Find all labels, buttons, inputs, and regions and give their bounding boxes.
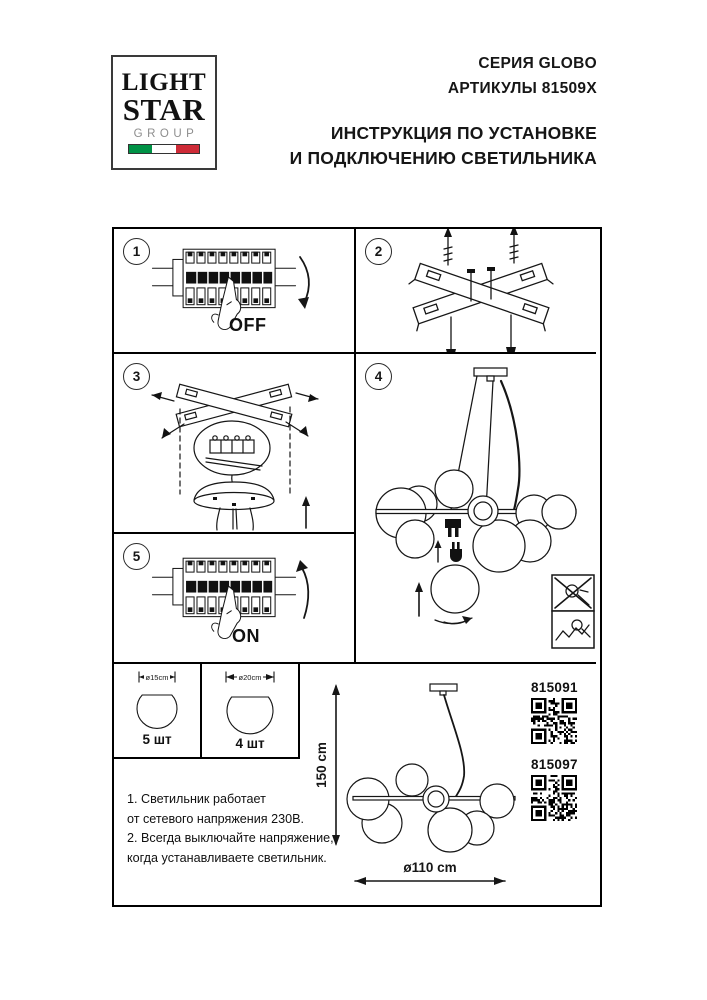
height-dim-label: 150 cm <box>314 742 329 788</box>
arrow-up-curved-icon <box>296 560 308 618</box>
spec-panel <box>114 664 596 901</box>
rotate-globe-icon <box>435 616 472 624</box>
arrow-up-icon2 <box>415 582 423 616</box>
note-line4: когда устанавливаете светильник. <box>127 850 327 865</box>
off-label: OFF <box>229 315 267 335</box>
italian-flag-strip <box>128 144 200 154</box>
globe-large-illustration <box>206 669 294 735</box>
globe-small-qty: 5 шт <box>142 732 172 747</box>
ceiling-canopy-icon <box>194 482 274 530</box>
diameter-dim-label: ø110 cm <box>403 860 457 875</box>
articles-line: АРТИКУЛЫ 81509X <box>447 80 597 97</box>
flag-white <box>152 145 175 153</box>
lamp-socket-icon <box>445 519 461 537</box>
globe-small-dim: ø15cm <box>145 673 169 682</box>
step5-panel <box>114 534 354 662</box>
doc-title-line2: И ПОДКЛЮЧЕНИЮ СВЕТИЛЬНИКА <box>289 148 597 169</box>
globe-parts-box <box>114 664 300 759</box>
dimensions-illustration <box>299 664 529 901</box>
globe-small-illustration <box>117 669 197 731</box>
step5-number-badge: 5 <box>123 543 150 570</box>
qr-code-815091 <box>531 698 577 744</box>
header-text-block <box>290 55 597 172</box>
step4-panel <box>356 354 596 662</box>
arrow-up-small-icon <box>435 540 442 562</box>
no-bare-hands-icon <box>552 575 594 611</box>
series-line: СЕРИЯ GLOBO <box>478 55 597 72</box>
g9-bulb-icon <box>450 542 462 562</box>
note-line1: 1. Светильник работает <box>127 792 266 806</box>
step2-number-badge: 2 <box>365 238 392 265</box>
cross-bracket-illustration <box>356 229 596 352</box>
article-code-1: 815091 <box>531 680 578 695</box>
instruction-grid <box>112 227 602 907</box>
globe-large-cell <box>202 664 298 757</box>
article-codes-column <box>531 680 577 834</box>
canopy-mounting-illustration <box>114 354 354 532</box>
arrow-up-icon <box>302 496 310 528</box>
step2-panel <box>356 229 596 352</box>
logo-word-light: LIGHT <box>121 69 207 97</box>
arrow-down-icon <box>298 257 309 309</box>
chandelier-assembly-illustration <box>356 354 596 662</box>
step3-panel <box>114 354 354 532</box>
flag-green <box>129 145 152 153</box>
note-line2: от сетевого напряжения 230В. <box>127 811 304 826</box>
step4-number-badge: 4 <box>365 363 392 390</box>
lightstar-logo <box>111 55 217 170</box>
logo-word-group: GROUP <box>133 127 199 140</box>
step3-number-badge: 3 <box>123 363 150 390</box>
use-cloth-icon <box>552 611 594 648</box>
flag-red <box>176 145 199 153</box>
step1-panel <box>114 229 354 352</box>
note-line3: 2. Всегда выключайте напряжение, <box>127 831 334 846</box>
globe-large-dim: ø20cm <box>238 673 262 682</box>
qr-code-815097 <box>531 775 577 821</box>
globe-small-cell <box>114 664 202 757</box>
globe-large-qty: 4 шт <box>235 736 265 751</box>
doc-title-line1: ИНСТРУКЦИЯ ПО УСТАНОВКЕ <box>330 123 597 143</box>
article-code-2: 815097 <box>531 757 578 772</box>
logo-word-star: STAR <box>122 92 206 128</box>
on-label: ON <box>232 626 260 646</box>
step1-number-badge: 1 <box>123 238 150 265</box>
